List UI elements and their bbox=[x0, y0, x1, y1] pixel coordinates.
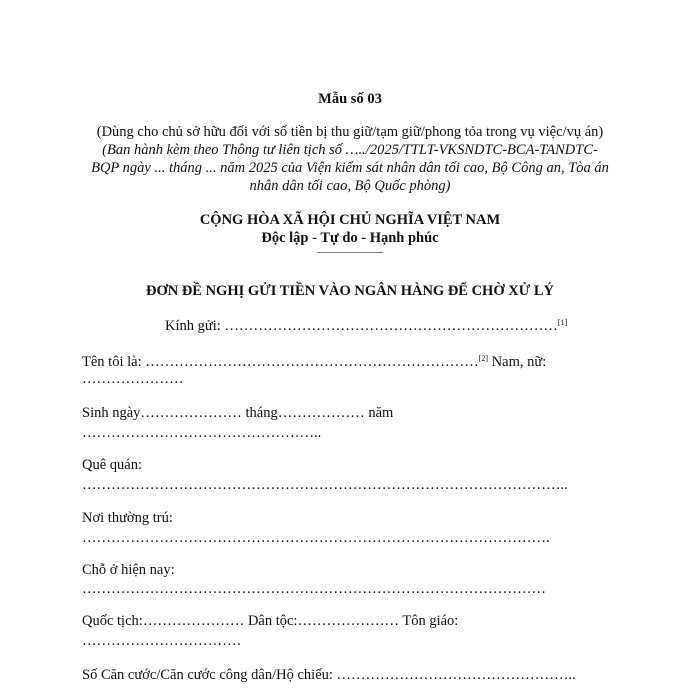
permanent-residence-field[interactable]: ……………………………………………………………………………………. bbox=[82, 530, 550, 546]
motto-rule: —————— bbox=[317, 246, 383, 258]
footnote-ref-1: [1] bbox=[557, 318, 568, 327]
permanent-residence-label: Nơi thường trú: bbox=[82, 510, 173, 526]
religion-label: Tôn giáo: bbox=[398, 613, 459, 629]
gender-field[interactable]: ………………… bbox=[82, 371, 184, 387]
national-motto: Độc lập - Tự do - Hạnh phúc bbox=[261, 230, 439, 246]
hometown-label: Quê quán: bbox=[82, 457, 142, 473]
current-residence-field[interactable]: …………………………………………………………………………………… bbox=[82, 581, 546, 597]
birth-year-field[interactable]: ………………………………………….. bbox=[82, 425, 322, 441]
birth-day-field[interactable]: ………………… bbox=[140, 405, 242, 421]
issued-by-line-3: nhân dân tối cao, Bộ Quốc phòng) bbox=[249, 178, 451, 194]
name-field[interactable]: …………………………………………………………… bbox=[145, 354, 479, 370]
ethnicity-field[interactable]: ………………… bbox=[297, 613, 399, 629]
document-title: ĐƠN ĐỀ NGHỊ GỬI TIỀN VÀO NGÂN HÀNG ĐỂ CHỜ XỬ LÝ bbox=[145, 283, 555, 299]
birth-day-label: Sinh ngày bbox=[82, 405, 141, 421]
name-row bbox=[82, 350, 546, 371]
birth-year-label: năm bbox=[364, 405, 394, 421]
issued-by-line-1: (Ban hành kèm theo Thông tư liên tịch số …../2025/TTLT-VKSNDTC-BCA-TANDTC- bbox=[102, 142, 598, 158]
hometown-field[interactable]: ……………………………………………………………………………………….. bbox=[82, 477, 568, 493]
form-subtitle: (Dùng cho chủ sở hữu đối với số tiền bị thu giữ/tạm giữ/phong tỏa trong vụ việc/vụ án) bbox=[96, 124, 604, 140]
national-title: CỘNG HÒA XÃ HỘI CHỦ NGHĨA VIỆT NAM bbox=[199, 212, 501, 228]
name-label: Tên tôi là: bbox=[82, 354, 146, 370]
birth-month-field[interactable]: ……………… bbox=[277, 405, 365, 421]
ethnicity-label: Dân tộc: bbox=[244, 613, 298, 629]
issued-by-line-2: BQP ngày ... tháng ... năm 2025 của Viện kiểm sát nhân dân tối cao, Bộ Công an, Tòa án bbox=[91, 160, 609, 176]
recipient-row bbox=[165, 314, 567, 335]
footnote-ref-2: [2] bbox=[478, 354, 489, 363]
nationality-row bbox=[82, 612, 458, 630]
birth-row bbox=[82, 404, 393, 422]
id-row bbox=[82, 666, 576, 684]
id-label: Số Căn cước/Căn cước công dân/Hộ chiếu: bbox=[82, 667, 337, 683]
recipient-label: Kính gửi: bbox=[165, 318, 225, 334]
recipient-field[interactable]: …………………………………………………………… bbox=[224, 318, 558, 334]
nationality-field[interactable]: ………………… bbox=[142, 613, 245, 629]
birth-month-label: tháng bbox=[241, 405, 278, 421]
current-residence-label: Chỗ ở hiện nay: bbox=[82, 562, 175, 578]
gender-label: Nam, nữ: bbox=[488, 354, 547, 370]
form-number: Mẫu số 03 bbox=[318, 91, 382, 107]
nationality-label: Quốc tịch: bbox=[82, 613, 143, 629]
id-field[interactable]: ………………………………………….. bbox=[336, 667, 576, 683]
religion-field[interactable]: …………………………… bbox=[82, 633, 242, 649]
